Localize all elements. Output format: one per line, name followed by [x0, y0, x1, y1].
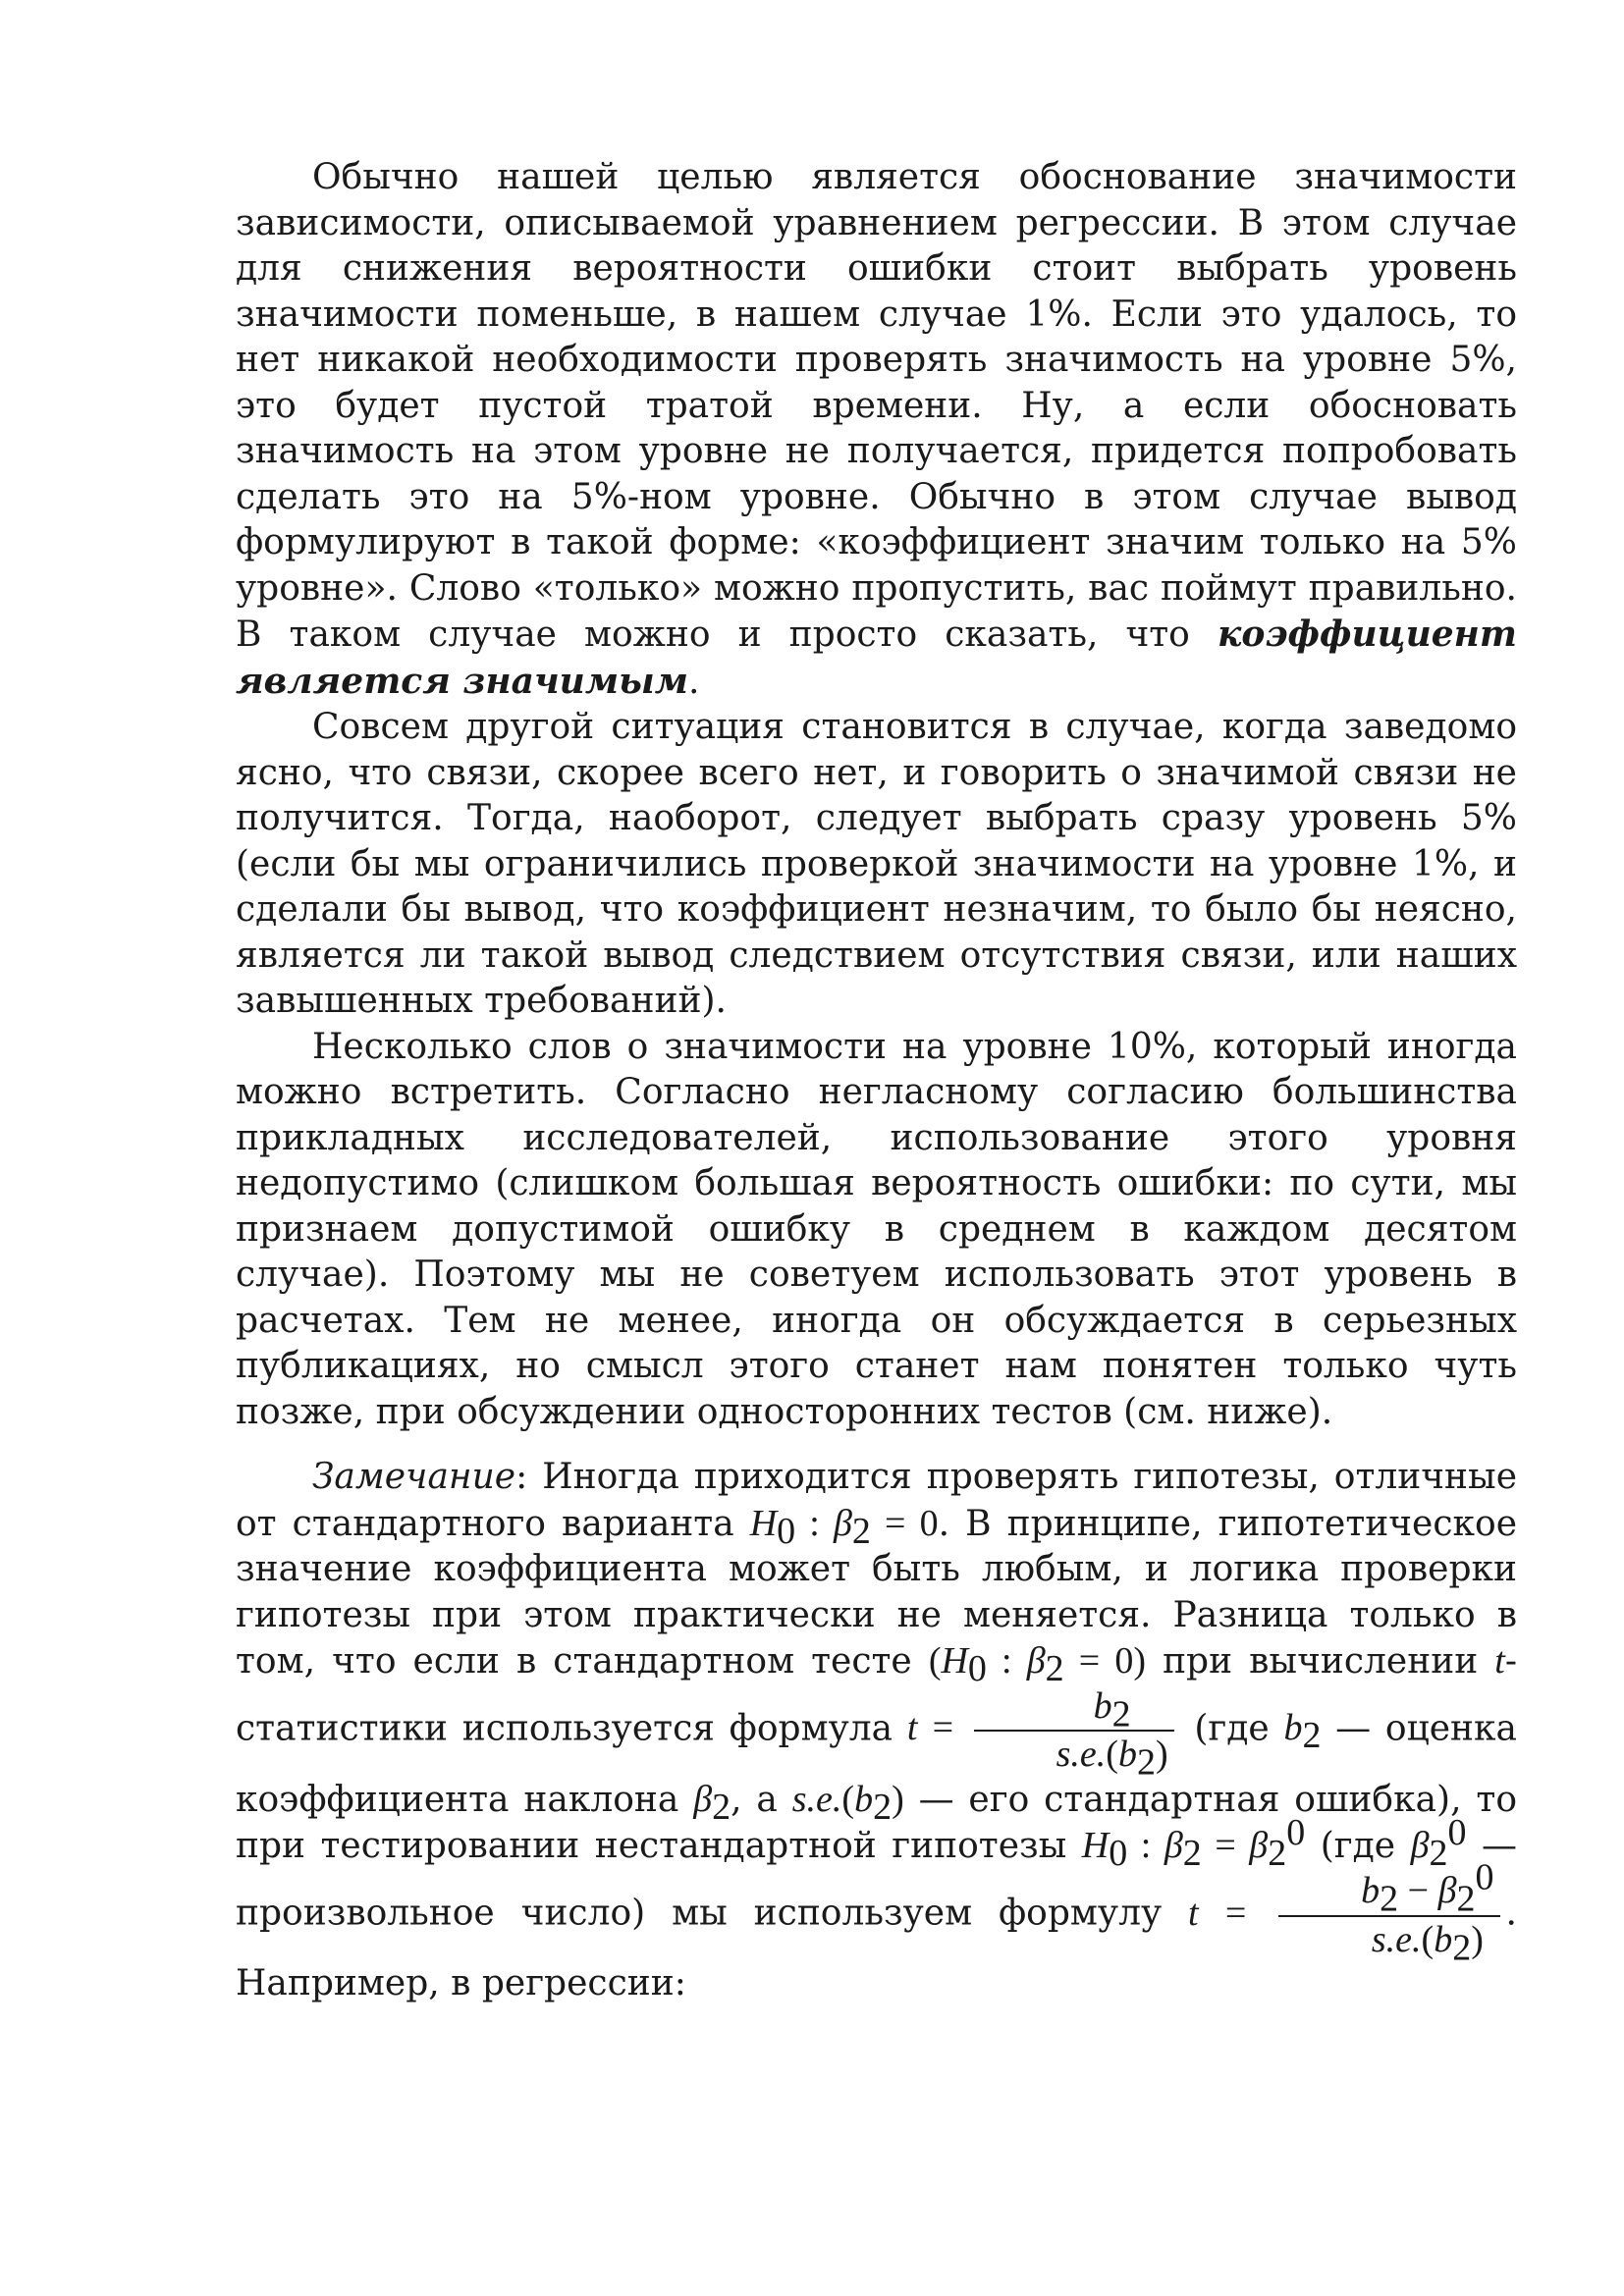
t-symbol: t: [1494, 1640, 1505, 1682]
hypothesis-standard-1: $H_0$ : $\beta_2 = 0$: [749, 1502, 939, 1552]
paragraph-3: Несколько слов о значимости на уровне 10%, который иногда можно встретить. Согласно негласному согласию большинства прикладных исследователей, использование этого уровня недопустимо (слишком большая вероятность ошибки: по сути, мы признаем допустимой ошибку в среднем в каждом десятом случае). Поэтому мы не советуем использовать этот уровень в расчетах. Тем не менее, иногда он обсуждается в серьезных публикациях, но смысл этого станет нам понятен только чуть позже, при обсуждении односторонних тестов (см. ниже).: [236, 1026, 1517, 1432]
remark-label: Замечание: [312, 1457, 516, 1497]
se-b2-symbol: $s.e.(b_2)$: [791, 1778, 904, 1829]
hypothesis-nonstandard: $H_0$ : $\beta_2 = \beta_2^0$: [1081, 1812, 1306, 1875]
document-page: [236, 155, 1517, 2007]
paragraph-1: Обычно нашей целью является обоснование значимости зависимости, описываемой уравнением регрессии. В этом случае для снижения вероятности ошибки стоит выбрать уровень значимости поменьше, в нашем случае 1%. Если это удалось, то нет никакой необходимости проверять значимость на уровне 5%, это будет пустой тратой времени. Ну, а если обосновать значимость на этом уровне не получается, придется попробовать сделать это на 5%-ном уровне. Обычно в этом случае вывод формулируют в такой форме: «коэффициент значим только на 5% уровне». Слово «только» можно пропустить, вас поймут правильно. В таком случае можно и просто сказать, что коэффициент является значимым.: [236, 157, 1517, 702]
hypothesis-standard-2: ($H_0$ : $\beta_2 = 0$): [928, 1640, 1146, 1690]
b2-symbol: $b_2$: [1283, 1707, 1322, 1757]
remark-paragraph: Замечание: Иногда приходится проверять гипотезы, отличные от стандартного варианта $H_0$ : $\beta_2 = 0$. В принципе, гипотетическое значение коэффициента может быть любым, и логика проверки гипотезы при этом практически не меняется. Разница только в том, что если в стандартном тесте ($H_0$ : $\beta_2 = 0$) при вычислении t-статистики используется формула t = $\frac{b_2}{s.e.(b_2)}$ (где $b_2$ — оценка коэффициента наклона $\beta_2$, а $s.e.(b_2)$ — его стандартная ошибка), то при тестировании нестандартной гипотезы $H_0$ : $\beta_2 = \beta_2^0$ (где $\beta_2^0$ — произвольное число) мы используем формулу t = $\frac{b_2 - \beta_2^0}{s.e.(b_2)}$ . Например, в регрессии:: [236, 1457, 1517, 2004]
beta2-zero-symbol: $\beta_2^0$: [1410, 1812, 1467, 1875]
paragraph-2: Совсем другой ситуация становится в случае, когда заведомо ясно, что связи, скорее всего нет, и говорить о значимой связи не получится. Тогда, наоборот, следует выбрать сразу уровень 5% (если бы мы ограничились проверкой значимости на уровне 1%, и сделали бы вывод, что коэффициент незначим, то было бы неясно, является ли такой вывод следствием отсутствия связи, или наших завышенных требований).: [236, 707, 1517, 1021]
emphasis-text: коэффициент является значимым: [236, 614, 1517, 702]
beta2-symbol: $\beta_2$: [693, 1778, 731, 1829]
paragraph-gap: [236, 1435, 1517, 1455]
formula-t-standard: t = $\frac{b_2}{s.e.(b_2)}$: [907, 1708, 1180, 1748]
formula-t-nonstandard: t = $\frac{b_2 - \beta_2^0}{s.e.(b_2)}$: [1188, 1894, 1506, 1934]
